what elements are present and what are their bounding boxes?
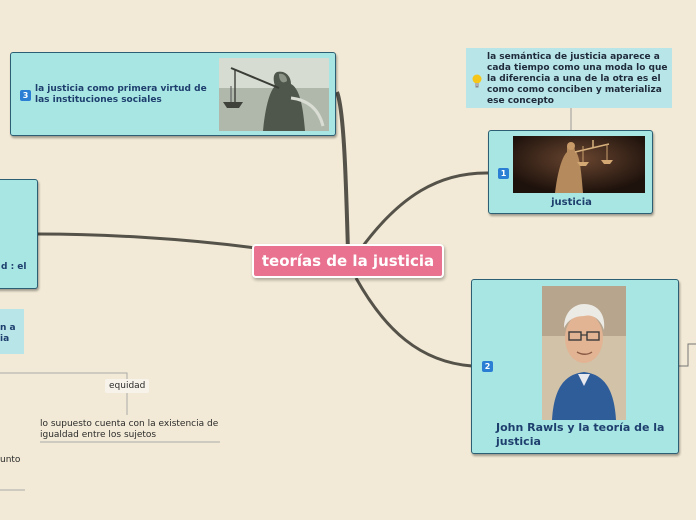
note-line-2: ia [0,334,10,344]
node-left-partial[interactable] [0,179,38,289]
john-rawls-portrait-image [542,286,626,420]
lightbulb-icon [472,73,482,87]
note-left-partial[interactable] [0,309,24,354]
note-semantica[interactable] [466,48,672,108]
lady-justice-statue-image [219,58,329,131]
node-number-badge: 2 [482,361,493,372]
node-label: la justicia como primera virtud de las instituciones sociales [35,84,207,105]
central-topic[interactable]: teorías de la justicia [252,244,444,278]
connector-to-justicia [360,173,489,250]
node-number-badge: 1 [498,168,509,179]
node-label: d : el [1,262,27,272]
connector-to-left-node [38,234,256,248]
node-label: John Rawls y la teoría de la justicia [496,421,665,448]
node-number-badge: 3 [20,90,31,101]
note-line-1: n a [0,323,16,333]
node-justicia[interactable] [488,130,653,214]
connector-rawls-right [679,344,696,366]
connector-to-rawls [356,278,472,366]
justice-scales-statue-image [513,136,645,193]
leaf-supuesto-igualdad[interactable]: lo supuesto cuenta con la existencia de igualdad entre los sujetos [40,419,219,440]
node-john-rawls[interactable] [471,279,679,454]
leaf-equidad[interactable]: equidad [105,379,149,393]
node-justicia-primera-virtud[interactable] [10,52,336,136]
note-text: la semántica de justicia aparece a cada tiempo como una moda lo que la diferencia a una de la otra es el como como conciben y materializa ese concepto [487,52,668,106]
leaf-punto-partial[interactable]: unto [0,455,21,465]
node-label: justicia [551,197,592,208]
connector-to-virtud [337,92,348,252]
